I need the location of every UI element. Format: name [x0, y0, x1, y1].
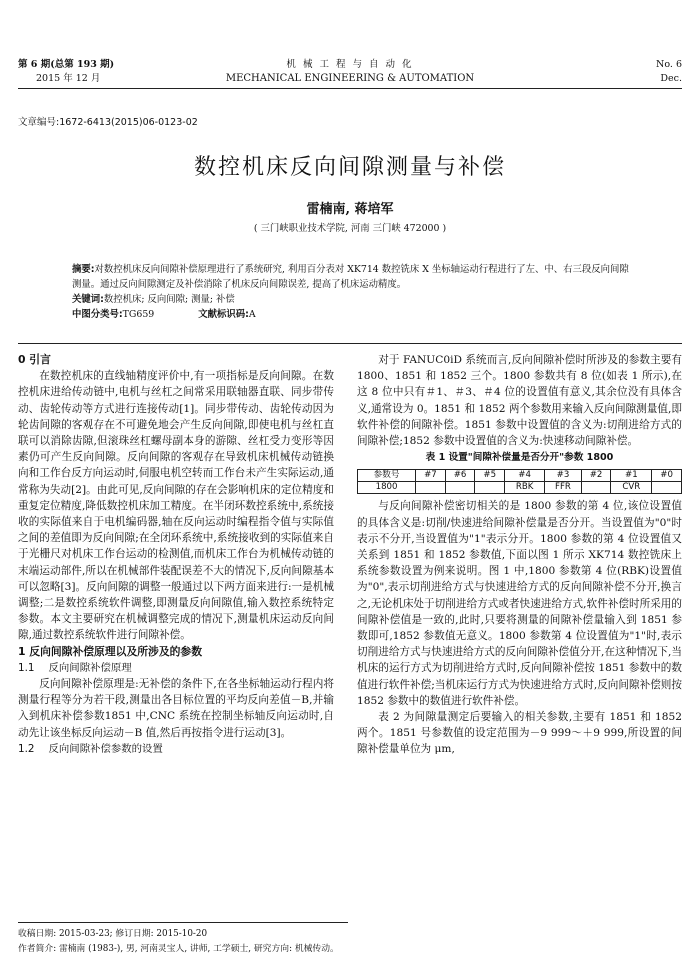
section-heading-introduction: 0 引言 — [18, 353, 51, 366]
paragraph-introduction: 在数控机床的直线轴精度评价中,有一项指标是反向间隙。在数控机床进给传动链中,电机与丝杠之间常采用联轴器直联、同步带传动、齿轮传动等方式进行连接传动[1]。同步带传动、齿轮传动因为轮齿间隙的客观存在不可避免地会产生反向间隙,即使电机与丝杠直联可以消除齿隙,但滚珠丝杠螺母副本身的游隙、丝杠受力变形等因素仍可产生反向间隙。反向间隙的客观存在导致机床机械传动链换向和工作台反方向运动时,伺服电机空转而工作台未产生实际运动,通常称为失动[2]。由此可见,反向间隙的存在会影响机床的定位精度和重复定位精度,降低数控机床加工精度。在半闭环数控系统中,系统接收的实际值来自于电机编码器,轴在反向运动时编程指令值与实际值之间的差值即为反向间隙;在全闭环系统中,系统接收到的实际值来自于光栅尺对机床工作台运动的检测值,而机床工作台为机械传动链的末端运动部件,所以在机械部件装配误差不大的情况下,反向间隙基本可以忽略[3]。反向间隙的调整一般通过以下两方面来进行:一是机械调整;二是数控系统软件调整,即测量反向间隙值,输入数控系统特定参数。本文主要研究在机械调整完成的情况下,测量机床运动反向间隙,通过数控系统软件进行间隙补偿。 — [18, 370, 334, 642]
table-header-cell: #3 — [545, 470, 582, 482]
abstract-rule — [18, 343, 682, 344]
table-header-cell: 参数号 — [358, 470, 416, 482]
table-caption: 表 1 设置"间隙补偿量是否分开"参数 1800 — [425, 452, 614, 464]
doc-code-text: A — [248, 309, 256, 320]
table-cell — [416, 482, 446, 494]
classification — [72, 307, 632, 322]
table-cell: 1800 — [358, 482, 416, 494]
subsection-title: 反向间隙补偿原理 — [48, 661, 132, 674]
parameter-table — [357, 469, 682, 494]
subsection-title: 反向间隙补偿参数的设置 — [48, 742, 163, 755]
abstract-block — [72, 262, 632, 322]
subsection-heading-1-2 — [18, 741, 334, 757]
paper-title: 数控机床反向间隙测量与补偿 — [193, 155, 506, 180]
clc-text: TG659 — [122, 309, 155, 320]
table-cell — [581, 482, 611, 494]
paragraph-parameter-range: 表 2 为间隙量测定后要输入的相关参数,主要有 1851 和 1852 两个。1851 号参数值的设定范围为－9 999～＋9 999,所设置的间隙补偿量单位为 μm, — [357, 711, 682, 756]
journal-title-cn: 机 械 工 程 与 自 动 化 — [286, 59, 414, 70]
paper-authors: 雷楠南, 蒋培军 — [306, 202, 394, 217]
issue-no-en: No. 6 — [656, 59, 682, 70]
right-column — [357, 352, 682, 758]
table-cell — [475, 482, 505, 494]
subsection-number: 1.2 — [18, 742, 35, 755]
table-cell: FFR — [545, 482, 582, 494]
clc-label: 中图分类号: — [72, 309, 123, 320]
author-bio: 作者简介: 雷楠南 (1983-), 男, 河南灵宝人, 讲师, 工学硕士, 研究方向: 机械传动。 — [18, 944, 339, 954]
table-row — [358, 482, 682, 494]
section-heading-1: 1 反向间隙补偿原理以及所涉及的参数 — [18, 644, 203, 658]
received-date: 收稿日期: 2015-03-23; 修订日期: 2015-10-20 — [18, 929, 208, 939]
footer-rule — [18, 922, 348, 923]
header-rule — [18, 88, 682, 89]
issue-number: 第 6 期(总第 193 期) — [18, 59, 115, 70]
paper-affiliation: ( 三门峡职业技术学院, 河南 三门峡 472000 ) — [253, 223, 447, 234]
table-header-cell: #1 — [611, 470, 652, 482]
table-header-cell: #2 — [581, 470, 611, 482]
table-header-cell: #7 — [416, 470, 446, 482]
doc-code-label: 文献标识码: — [198, 309, 249, 320]
keywords — [72, 292, 632, 307]
table-header-row — [358, 470, 682, 482]
left-column — [18, 352, 334, 757]
table-cell: RBK — [505, 482, 545, 494]
keywords-text: 数控机床; 反向间隙; 测量; 补偿 — [103, 294, 235, 305]
paragraph-principle: 反向间隙补偿原理是:无补偿的条件下,在各坐标轴运动行程内将测量行程等分为若干段,测量出各目标位置的平均反向差值－B,并输入到机床补偿参数1851 中,CNC 系统在控制坐标轴反向运动时,自动先让该坐标反向运动－B 值,然后再按指令进行运动[3]。 — [18, 678, 334, 739]
table-cell — [652, 482, 682, 494]
subsection-heading-1-1 — [18, 660, 334, 676]
abstract-label: 摘要: — [72, 264, 95, 275]
issue-date: 2015 年 12 月 — [36, 73, 101, 84]
abstract-text: 对数控机床反向间隙补偿原理进行了系统研究, 利用百分表对 XK714 数控铣床 X 坐标轴运动行程进行了左、中、右三段反向间隙测量。通过反向间隙测定及补偿消除了机床反向间隙误差, 提高了机床运动精度。 — [72, 264, 629, 290]
table-cell — [445, 482, 475, 494]
issue-month-en: Dec. — [660, 73, 682, 84]
table-header-cell: #4 — [505, 470, 545, 482]
journal-title-en: MECHANICAL ENGINEERING & AUTOMATION — [225, 73, 475, 84]
table-cell: CVR — [611, 482, 652, 494]
keywords-label: 关键词: — [72, 294, 104, 305]
table-header-cell: #5 — [475, 470, 505, 482]
table-header-cell: #0 — [652, 470, 682, 482]
subsection-number: 1.1 — [18, 661, 35, 674]
table-header-cell: #6 — [445, 470, 475, 482]
article-number: 文章编号:1672-6413(2015)06-0123-02 — [18, 117, 198, 128]
abstract — [72, 262, 632, 292]
paragraph-parameters: 对于 FANUC0iD 系统而言,反向间隙补偿时所涉及的参数主要有 1800、1851 和 1852 三个。1800 参数共有 8 位(如表 1 所示),在这 8 位中只有＃1、＃3、＃4 位的设置值有意义,其余位没有具体含义,通常设为 0。1851 和 1852 两个参数用来输入反向间隙测量值,即软件补偿的间隙补偿。1851 参数中设置值的含义为:切削进给方式的间隙补偿;1852 参数中设置值的含义为:快速移动间隙补偿。 — [357, 354, 682, 448]
paragraph-parameter-1800: 与反向间隙补偿密切相关的是 1800 参数的第 4 位,该位设置值的具体含义是:切削/快速进给间隙补偿量是否分开。当设置值为"0"时表示不分开,当设置值为"1"表示分开。1800 参数的第 4 位设置值又关系到 1851 和 1852 参数值,下面以图 1 所示 XK714 数控铣床上系统参数设置为例来说明。图 1 中,1800 参数第 4 位(RBK)设置值为"0",表示切削进给方式与快速进给方式的反向间隙补偿不分开,换言之,无论机床处于切削进给方式或者快速进给方式,软件补偿时所采用的间隙补偿值是一致的,此时,只要将测量的间隙补偿量输入到 1851 参数即可,1852 参数值无意义。1800 参数第 4 位设置值为"1"时,表示切削进给方式与快速进给方式的反向间隙补偿值分开,在这种情况下,当机床的运行方式为切削进给方式时,反向间隙补偿按 1851 参数中的数值进行软件补偿;当机床运行方式为快速进给方式时,反向间隙补偿则按 1852 参数中的数值进行软件补偿。 — [357, 500, 682, 707]
